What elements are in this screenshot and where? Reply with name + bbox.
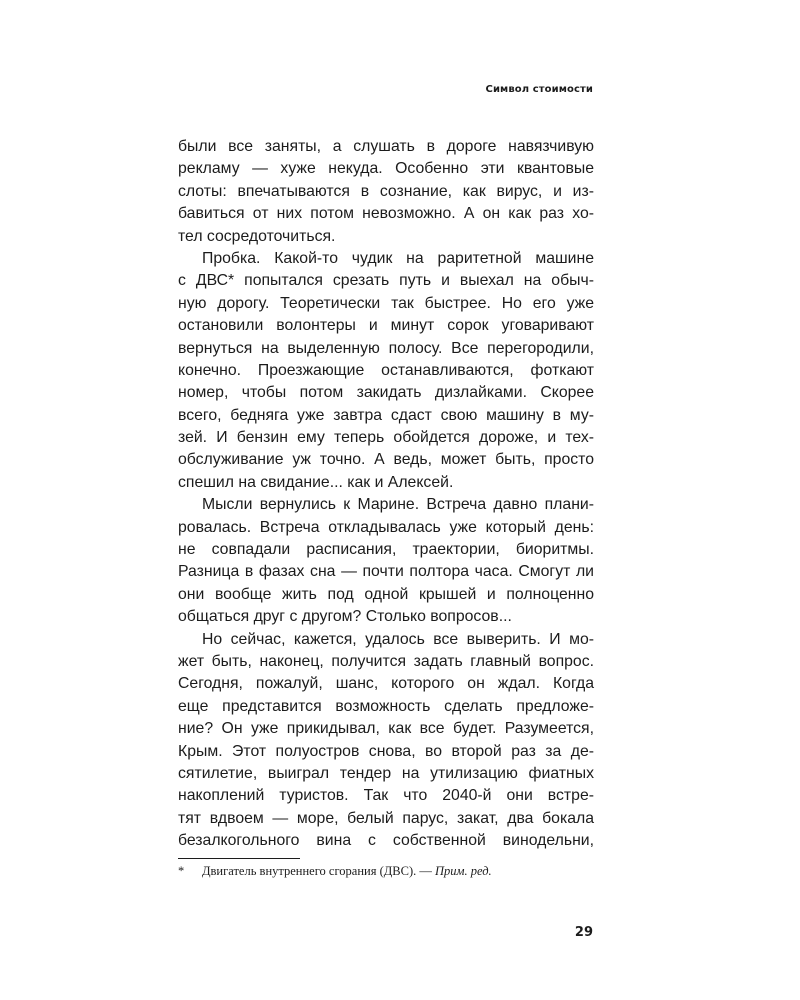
text-line: ровалась. Встреча откладывалась уже который день: [178,518,594,536]
text-line: они вообще жить под одной крышей и полноценно [178,585,594,603]
footnote-divider [178,858,300,859]
text-line: остановили волонтеры и минут сорок уговаривают [178,317,594,335]
text-line: конечно. Проезжающие останавливаются, фоткают [178,361,594,379]
text-line: безалкогольного вина с собственной винодельни, [178,832,594,850]
text-line: сятилетие, выиграл тендер на утилизацию фиатных [178,764,594,782]
text-line: бавиться от них потом невозможно. А он как раз хо- [178,205,594,223]
text-line: рекламу — хуже некуда. Особенно эти квантовые [178,160,594,178]
text-line: не совпадали расписания, траектории, биоритмы. [178,541,594,559]
text-line: слоты: впечатываются в сознание, как вирус, и из- [178,182,594,200]
text-line: были все заняты, а слушать в дороге навязчивую [178,138,594,155]
main-text [178,136,594,853]
text-line: тят вдвоем — море, белый парус, закат, два бокала [178,809,594,827]
text-line: общаться друг с другом? Столько вопросов... [178,608,512,626]
text-line: Но сейчас, кажется, удалось все выверить. И мо- [202,630,594,648]
text-line: спешил на свидание... как и Алексей. [178,473,454,491]
text-line: ние? Он уже прикидывал, как все будет. Разумеется, [178,720,594,738]
text-line: вернуться на выделенную полосу. Все перегородили, [178,339,594,357]
text-line: жет быть, наконец, получится задать главный вопрос. [178,652,594,670]
footnote [178,864,492,879]
running-header: Символ стоимости [485,84,593,95]
text-line: номер, чтобы потом закидать дизлайками. Скорее [178,384,594,402]
text-line: Разница в фазах сна — почти полтора часа. Смогут ли [178,563,594,581]
text-line: Крым. Этот полуостров снова, во второй раз за де- [178,742,594,760]
text-line: накоплений туристов. Так что 2040-й они встре- [178,787,594,805]
text-line: Сегодня, пожалуй, шанс, которого он ждал. Когда [178,675,594,693]
text-line: обслуживание уж точно. А ведь, может быть, просто [178,451,594,469]
footnote-editor-note: Прим. ред. [434,864,492,878]
text-line: всего, бедняга уже завтра сдаст свою машину в му- [178,406,594,424]
footnote-marker: * [178,864,185,878]
page-number: 29 [574,925,593,940]
text-line: с ДВС* попытался срезать путь и выехал на обыч- [178,272,594,290]
footnote-text: Двигатель внутреннего сгорания (ДВС). — [202,864,432,878]
text-line: Пробка. Какой-то чудик на раритетной машине [202,249,594,267]
text-line: зей. И бензин ему теперь обойдется дороже, и тех- [178,429,594,447]
text-line: еще представится возможность сделать предложе- [178,697,594,715]
text-line: тел сосредоточиться. [178,227,336,245]
text-line: Мысли вернулись к Марине. Встреча давно плани- [202,496,594,514]
text-line: ную дорогу. Теоретически так быстрее. Но его уже [178,294,594,312]
